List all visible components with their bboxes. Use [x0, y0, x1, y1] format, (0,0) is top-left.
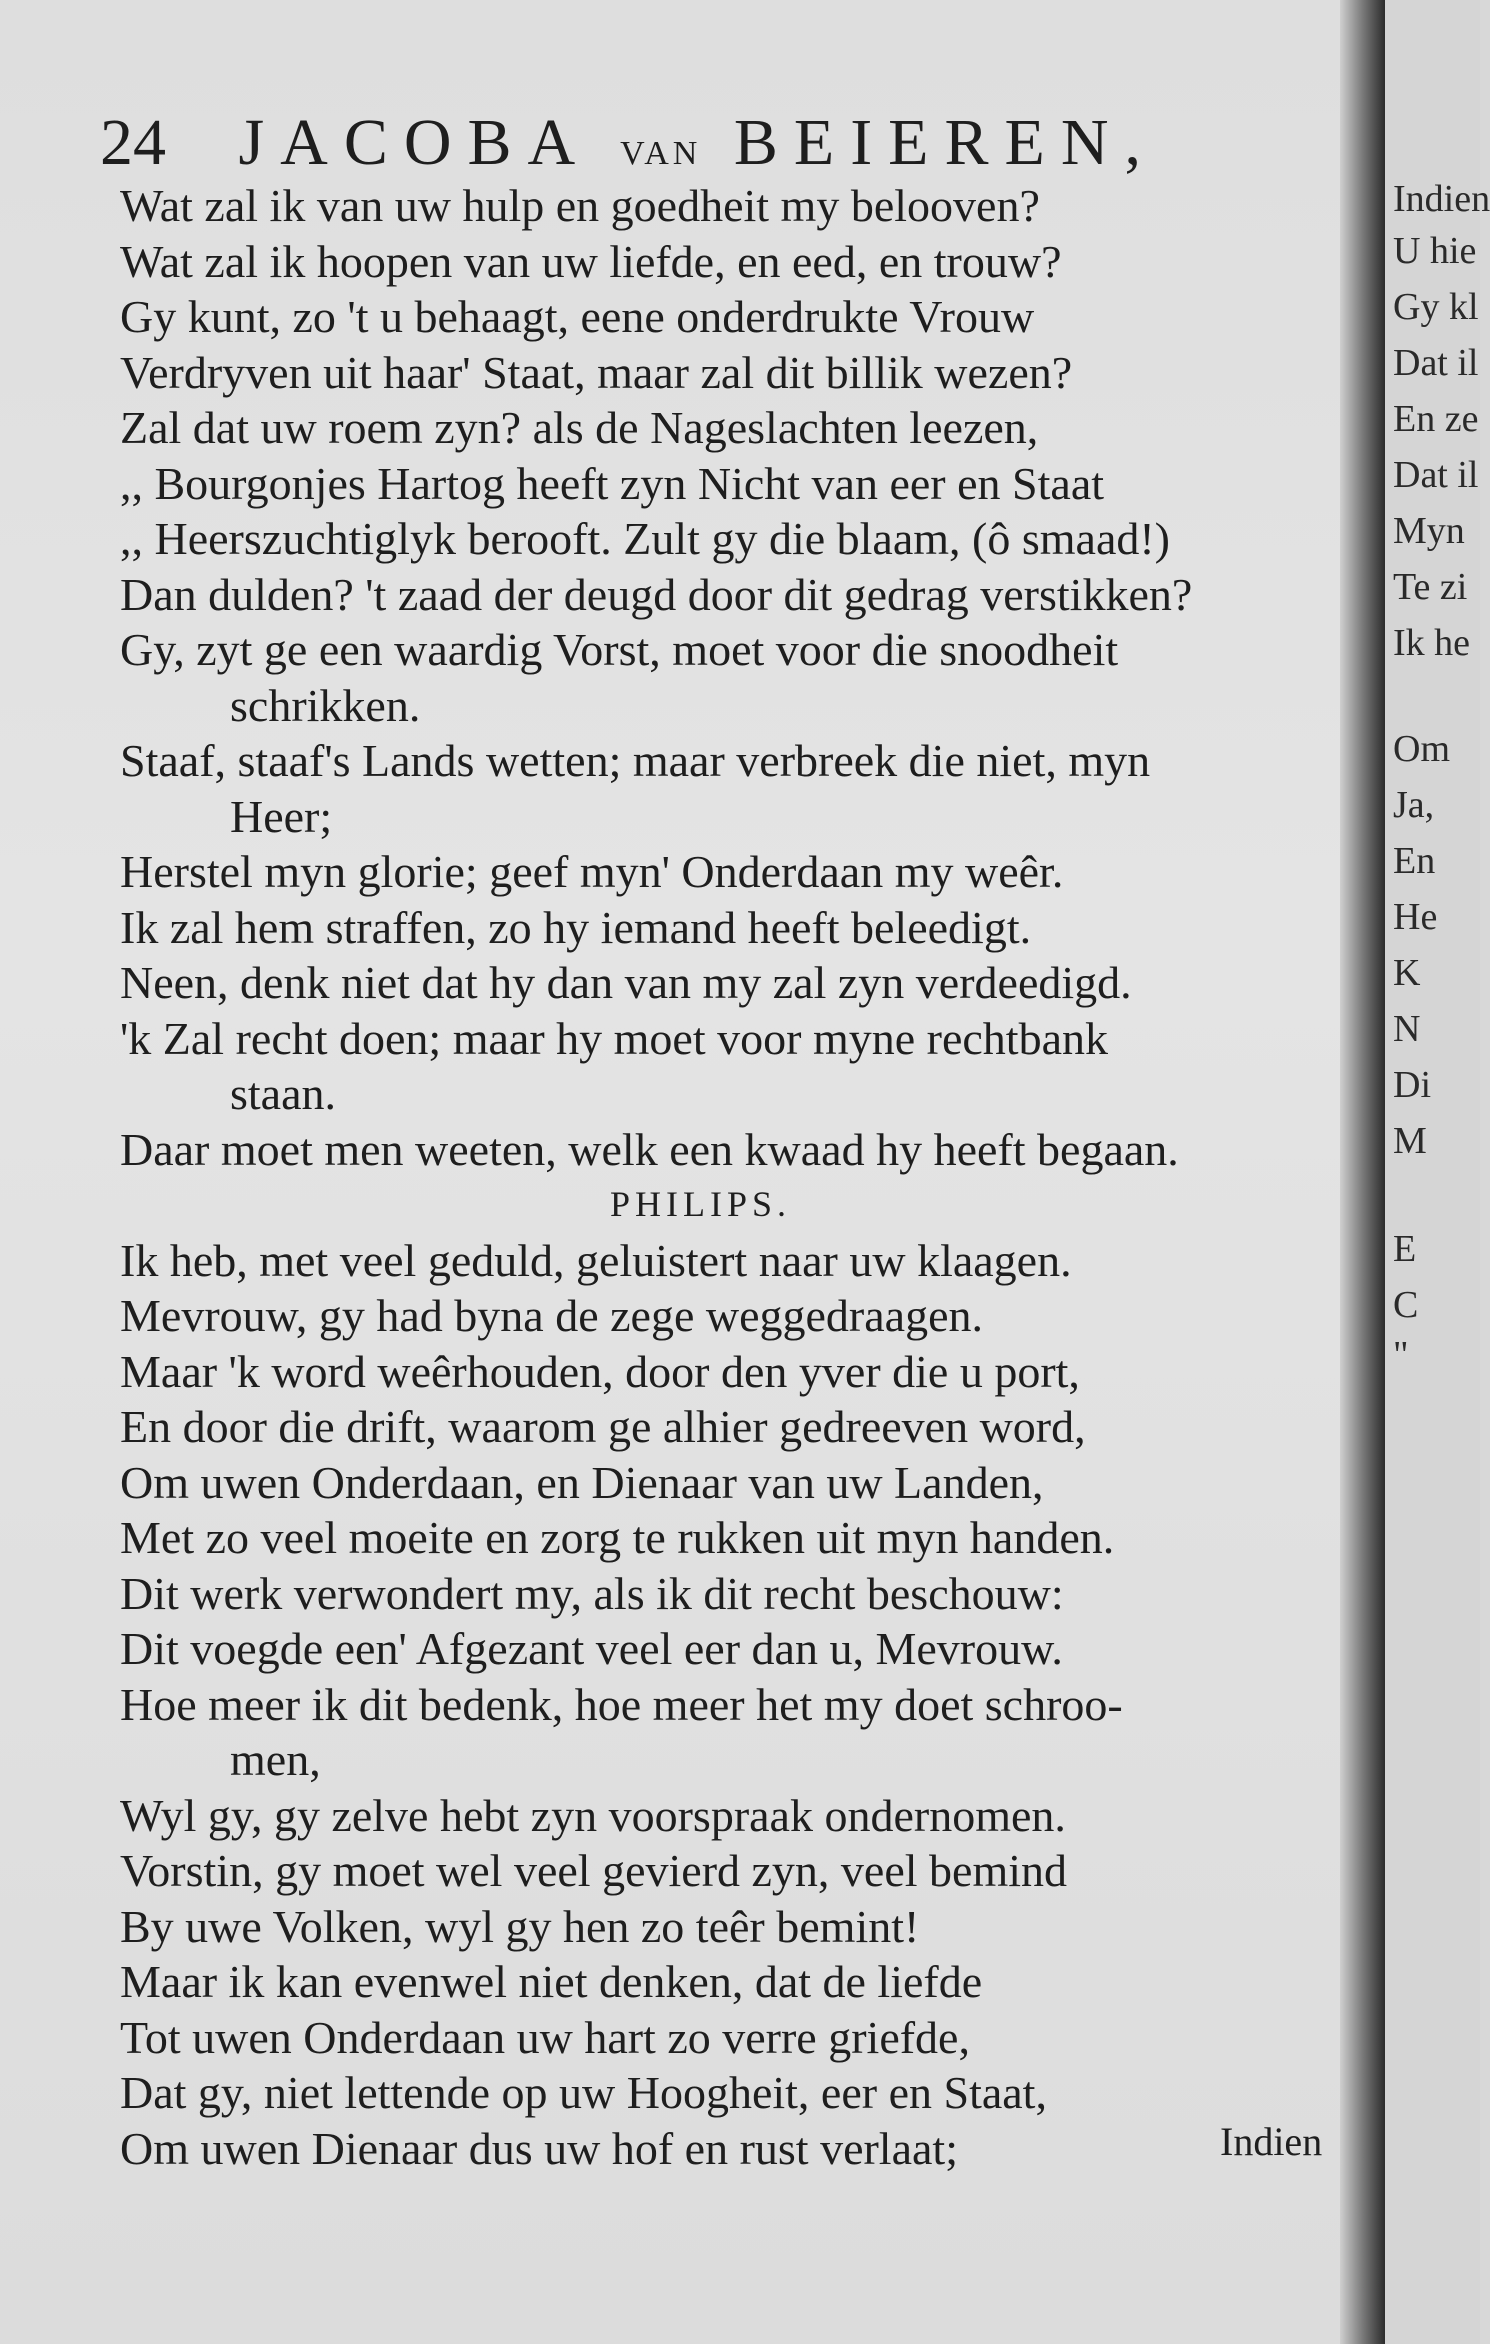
facing-line: Gy kl — [1393, 286, 1479, 328]
verse-line: Staaf, staaf's Lands wetten; maar verbreek die niet, myn — [120, 735, 1151, 786]
speaker-name: PHILIPS. — [610, 1184, 792, 1224]
verse-line: Maar 'k word weêrhouden, door den yver die u port, — [120, 1345, 1080, 1397]
verse-line: Tot uwen Onderdaan uw hart zo verre griefde, — [120, 2011, 970, 2063]
verse-line: Dan dulden? 't zaad der deugd door dit gedrag verstikken? — [120, 568, 1193, 620]
verse-line: Ik heb, met veel geduld, geluistert naar uw klaagen. — [120, 1234, 1072, 1286]
verse-line: Dit voegde een' Afgezant veel eer dan u, Mevrouw. — [120, 1623, 1063, 1674]
verse-line: Met zo veel moeite en zorg te rukken uit myn handen. — [120, 1512, 1115, 1563]
verse-line-continuation: staan. — [230, 1068, 337, 1119]
verse-text — [120, 178, 1340, 2176]
header-title-2: BEIEREN, — [733, 106, 1157, 179]
facing-line: En — [1393, 840, 1436, 882]
facing-line: Di — [1393, 1064, 1431, 1106]
facing-line: " — [1393, 1334, 1409, 1376]
facing-line: Te zi — [1393, 566, 1468, 608]
header-title-van: VAN — [620, 135, 702, 172]
verse-line: Herstel myn glorie; geef myn' Onderdaan my weêr. — [120, 846, 1064, 897]
facing-line: M — [1393, 1120, 1427, 1162]
verse-line: Om uwen Onderdaan, en Dienaar van uw Landen, — [120, 1456, 1044, 1508]
verse-line: Verdryven uit haar' Staat, maar zal dit billik wezen? — [120, 346, 1073, 398]
verse-line: Ik zal hem straffen, zo hy iemand heeft beleedigt. — [120, 901, 1032, 953]
facing-line: Dat il — [1393, 342, 1479, 384]
facing-line: U hie — [1393, 230, 1477, 272]
verse-line: Gy kunt, zo 't u behaagt, eene onderdrukte Vrouw — [120, 291, 1035, 342]
facing-line: Indien — [1393, 178, 1490, 220]
verse-line: Dat gy, niet lettende op uw Hoogheit, eer en Staat, — [120, 2067, 1047, 2118]
verse-line: Gy, zyt ge een waardig Vorst, moet voor die snoodheit — [120, 624, 1119, 675]
facing-line: C — [1393, 1284, 1419, 1326]
verse-line: En door die drift, waarom ge alhier gedreeven word, — [120, 1401, 1086, 1452]
verse-line: By uwe Volken, wyl gy hen zo teêr bemint! — [120, 1900, 920, 1952]
verse-line: Om uwen Dienaar dus uw hof en rust verlaat; — [120, 2122, 958, 2174]
running-header — [100, 105, 1157, 181]
catchword: Indien — [1220, 2119, 1323, 2164]
header-title-1: JACOBA — [238, 106, 588, 179]
verse-line: Wyl gy, gy zelve hebt zyn voorspraak ondernomen. — [120, 1789, 1066, 1841]
facing-line: Myn — [1393, 510, 1465, 552]
facing-line: He — [1393, 896, 1438, 938]
verse-line-continuation: Heer; — [230, 790, 333, 842]
verse-line-continuation: men, — [230, 1734, 321, 1785]
facing-line: Ik he — [1393, 622, 1471, 664]
facing-line: Dat il — [1393, 454, 1479, 496]
verse-line: ,, Bourgonjes Hartog heeft zyn Nicht van eer en Staat — [120, 457, 1105, 509]
facing-line: Om — [1393, 728, 1450, 770]
verse-line: Neen, denk niet dat hy dan van my zal zyn verdeedigd. — [120, 957, 1132, 1008]
verse-line-continuation: schrikken. — [230, 679, 421, 731]
verse-line: 'k Zal recht doen; maar hy moet voor myne rechtbank — [120, 1012, 1108, 1064]
page-number: 24 — [100, 106, 166, 179]
verse-line: Daar moet men weeten, welk een kwaad hy heeft begaan. — [120, 1123, 1179, 1175]
verse-line: Vorstin, gy moet wel veel gevierd zyn, veel bemind — [120, 1845, 1068, 1896]
facing-line: K — [1393, 952, 1421, 994]
verse-line: Mevrouw, gy had byna de zege weggedraagen. — [120, 1290, 983, 1341]
facing-line: Ja, — [1393, 784, 1435, 826]
verse-line: ,, Heerszuchtiglyk berooft. Zult gy die blaam, (ô smaad!) — [120, 513, 1171, 564]
facing-line: N — [1393, 1008, 1421, 1050]
verse-line: Zal dat uw roem zyn? als de Nageslachten leezen, — [120, 402, 1039, 453]
facing-line: En ze — [1393, 398, 1479, 440]
verse-line: Wat zal ik van uw hulp en goedheit my belooven? — [120, 180, 1040, 231]
verse-line: Maar ik kan evenwel niet denken, dat de liefde — [120, 1956, 983, 2007]
verse-line: Wat zal ik hoopen van uw liefde, en eed, en trouw? — [120, 235, 1062, 287]
book-gutter — [1340, 0, 1385, 2344]
facing-line: E — [1393, 1228, 1417, 1270]
facing-page-edge — [1385, 0, 1490, 2344]
verse-line: Dit werk verwondert my, als ik dit recht beschouw: — [120, 1567, 1064, 1619]
verse-line: Hoe meer ik dit bedenk, hoe meer het my doet schroo- — [120, 1678, 1123, 1730]
